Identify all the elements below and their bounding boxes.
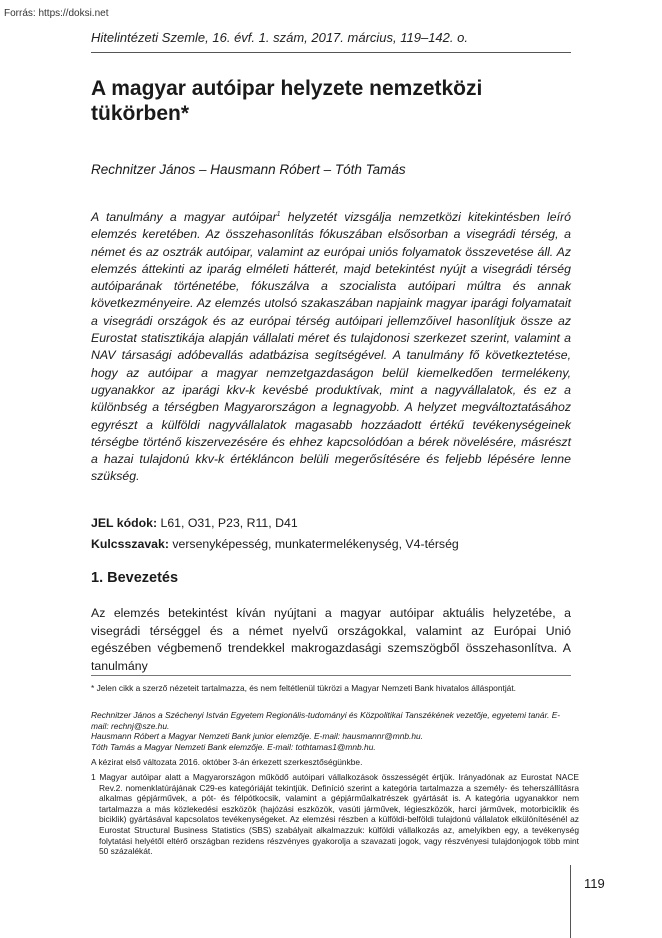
article-title: A magyar autóipar helyzete nemzetközi tükörben* — [91, 77, 483, 125]
affiliation-hausmann: Hausmann Róbert a Magyar Nemzeti Bank junior elemzője. E-mail: hausmannr@mnb.hu. — [91, 731, 424, 742]
journal-citation: Hitelintézeti Szemle, 16. évf. 1. szám, 2017. március, 119–142. o. — [91, 30, 468, 45]
abstract-text-start: A tanulmány a magyar autóipar — [91, 210, 277, 224]
abstract — [91, 209, 571, 486]
section-heading: 1. Bevezetés — [91, 570, 179, 586]
keywords-label: Kulcsszavak: — [91, 537, 169, 551]
footnote-1: 1 Magyar autóipar alatt a Magyarországon működő autóipari vállalkozások összességét értjük. Irányadónak az Eurostat NACE Rev.2. nomenklatúrájának C29-es kategóriáját tekintjük. Definíció szerint a kategória tartalmazza a személy- és teherszállításra alkalmas gépjárművek, a pót- és félpótkocsik, valamint a gépjárműalkatrészek gyártását is. A kategória ugyanakkor nem tartalmazza a más közlekedési eszközök (hajózási eszközök, vasúti járművek, légieszközök, harci járművek, motorbiciklik és biciklik) gyártásával kapcsolatos tevékenységeket. Az elemzési részben a külföldi-belföldi tulajdonú vállalatok elkülönítésénél az Eurostat Structural Business Statistics (SBS) szabályait alkalmazzuk: külföldi vállalkozás az, amelyikben egy, a tevékenység folytatási helyétől eltérő országban rezidens részvényes gyakorolja a szavazati jogok, vagy részvényesi tulajdonjogok több mint 50 százalékát. — [91, 772, 579, 857]
footnote-divider — [91, 675, 571, 676]
affiliation-rechnitzer: Rechnitzer János a Széchenyi István Egyetem Regionális-tudományi és Közpolitikai Tanszékének vezetője, egyetemi tanár. E-mail: rechnj@sze.hu. — [91, 710, 561, 731]
author-affiliations — [91, 710, 571, 752]
manuscript-date: A kézirat első változata 2016. október 3-án érkezett szerkesztőségünkbe. — [91, 757, 363, 767]
page-number-divider — [570, 865, 571, 938]
keywords — [91, 537, 459, 551]
header-divider — [91, 52, 571, 53]
article-authors: Rechnitzer János – Hausmann Róbert – Tóth Tamás — [91, 162, 406, 177]
jel-label: JEL kódok: — [91, 516, 158, 530]
abstract-text-rest: helyzetét vizsgálja nemzetközi kitekintésben leíró elemzés keretében. Az összehasonlítás fókuszában elsősorban a visegrádi térség, a német és az osztrák autóipar, valamint az európai uniós folyamatok összevetése áll. Az elemzés áttekinti az iparág elméleti hátterét, majd betekintést nyújt a visegrádi térség autóiparának történetébe, fókuszálva a szocialista autóipari múltra és annak következményeire. Az elemzés utolsó szakaszában napjaink magyar iparági folyamatait a visegrádi országok és az európai térség autóipari jellemzőivel hasonlítjuk össze az Eurostat statisztikája alapján vállalati méret és tulajdonosi szerkezet szerint, valamint a NAV társasági adóbevallás adatbázisa segítségével. A tanulmány fő következtetése, hogy az autóipar a magyar nemzetgazdaságon belül kiemelkedően termelékeny, ugyanakkor az iparági kkv-k kevésbé produktívak, mint a nagyvállalatok, és ez a különbség a térségben Magyarországon a legnagyobb. A helyzet megváltoztatásához egyrészt a külföldi nagyvállalatok magasabb hozzáadott értékű tevékenységeinek térségbe történő kiszervezésére és ehhez kapcsolódóan a bérek növelésére, másrészt a hazai tulajdonú kkv-k értékláncon belüli megerősítésére és feljebb lépésére lenne szükség. — [91, 210, 571, 484]
keywords-value: versenyképesség, munkatermelékenység, V4-térség — [168, 537, 459, 551]
jel-value: L61, O31, P23, R11, D41 — [157, 516, 298, 530]
source-label: Forrás: https://doksi.net — [4, 8, 109, 19]
footnote-star: * Jelen cikk a szerző nézeteit tartalmazza, és nem feltétlenül tükrözi a Magyar Nemzeti Bank hivatalos álláspontját. — [91, 683, 516, 693]
page-number: 119 — [584, 876, 605, 891]
affiliation-toth: Tóth Tamás a Magyar Nemzeti Bank elemzője. E-mail: tothtamas1@mnb.hu. — [91, 741, 376, 752]
footnote-ref-1[interactable]: 1 — [276, 210, 281, 218]
intro-paragraph: Az elemzés betekintést kíván nyújtani a magyar autóipar aktuális helyzetébe, a visegrádi térséggel és a német nyelvű országokkal, valamint az Európai Unió egészében végbemenő trendekkel makrogazdasági szemszögből összehasonlítva. A tanulmány — [91, 606, 571, 673]
jel-codes — [91, 516, 298, 530]
